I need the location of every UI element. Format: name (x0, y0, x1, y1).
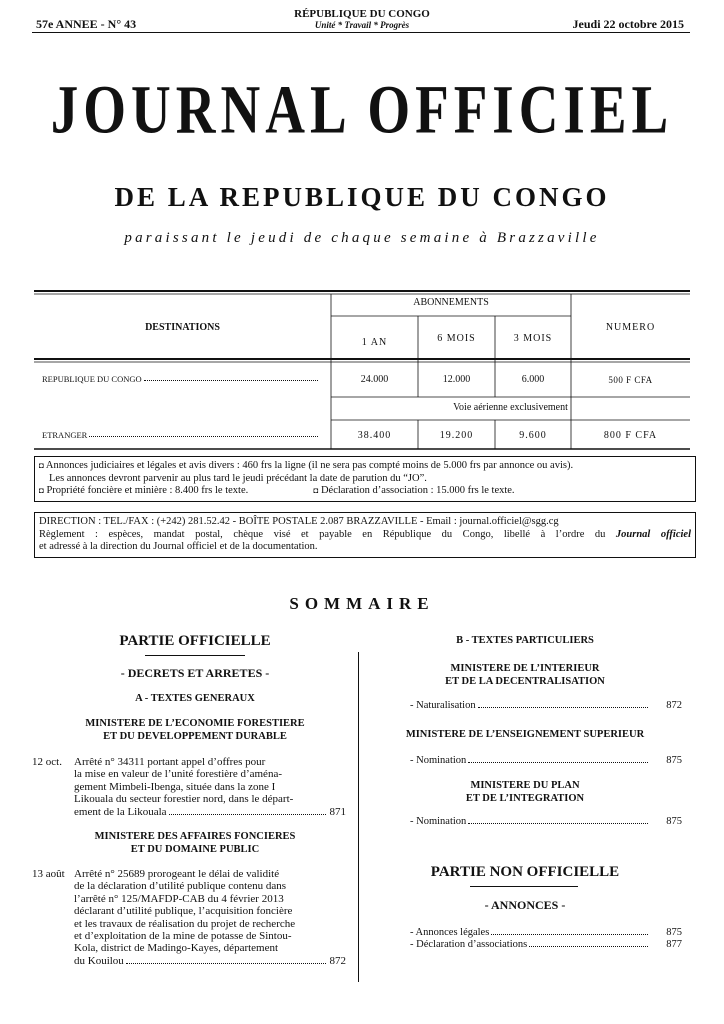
ministry-foncier-heading (40, 830, 350, 856)
destination-label: REPUBLIQUE DU CONGO (42, 374, 142, 384)
ministry-interieur-line2: ET DE LA DECENTRALISATION (445, 676, 605, 687)
ministry-foret-line1: MINISTERE DE L’ECONOMIE FORESTIERE (85, 718, 305, 729)
list-item-declaration-associations[interactable] (410, 939, 682, 950)
list-item-arrete-25689[interactable] (32, 868, 346, 967)
square-bullet-icon: ◘ (39, 486, 44, 496)
list-item-annonces-legales[interactable] (410, 927, 682, 938)
entry-date: 13 août (32, 868, 65, 880)
notice-annonces-text: Annonces judiciaires et légales et avis divers : 460 frs la ligne (il ne sera pas compté moins de 5.000 frs par annonce ou avis). (45, 460, 574, 471)
square-bullet-icon: ◘ (313, 486, 319, 496)
entry-line: l’arrêté n° 125/MAFDP-CAB du 4 février 2013 (74, 892, 284, 905)
ministry-enseignement-heading: MINISTERE DE L’ENSEIGNEMENT SUPERIEUR (405, 729, 645, 740)
issue-date: Jeudi 22 octobre 2015 (572, 17, 684, 31)
entry-last-line (74, 806, 346, 818)
column-3-mois: 3 MOIS (513, 333, 553, 344)
entry-line: du Kouilou (74, 954, 124, 967)
destinations-header: DESTINATIONS (145, 322, 220, 333)
entry-line: déclarant d’utilité publique, l’acquisition foncière (74, 905, 293, 918)
column-1-an: 1 AN (361, 337, 388, 348)
congo-6-mois: 12.000 (442, 374, 471, 385)
table-row-etranger-destination (42, 430, 320, 440)
ministry-interieur-line1: MINISTERE DE L’INTERIEUR (450, 663, 600, 674)
entry-line: Kola, district de Madingo-Kayes, département (74, 942, 279, 955)
page-number: 872 (329, 954, 346, 967)
reglement-line (39, 529, 691, 542)
page-number: 875 (666, 927, 682, 938)
item-label: - Annonces légales (410, 927, 490, 938)
heading-rule (145, 655, 245, 656)
item-label: - Nomination (410, 755, 467, 766)
entry-line: gement Mimbeli-Ibenga, située dans la zone I (74, 780, 276, 793)
notice-propriete: Propriété foncière et minière : 8.400 frs le texte. (46, 485, 249, 497)
masthead-tagline: paraissant le jeudi de chaque semaine à Brazzaville (124, 230, 600, 246)
notice-annonces (39, 460, 691, 473)
entry-line: la mise en valeur de l’unité forestière d’aména- (74, 768, 282, 781)
list-item-naturalisation[interactable] (410, 700, 682, 711)
column-6-mois: 6 MOIS (437, 333, 476, 344)
country-name: RÉPUBLIQUE DU CONGO (294, 8, 430, 20)
page-number: 875 (666, 816, 682, 827)
entry-line: de la déclaration d’utilité publique contenu dans (74, 880, 286, 893)
item-label: - Déclaration d’associations (410, 939, 528, 950)
list-item-arrete-34311[interactable] (32, 756, 346, 818)
square-bullet-icon: ◘ (39, 461, 44, 470)
notice-deadline: Les annonces devront parvenir au plus tard le jeudi précédant la date de parution du “JO”. (49, 472, 427, 484)
etranger-numero: 800 F CFA (603, 430, 658, 441)
table-row-congo-destination (42, 374, 320, 384)
list-item-nomination-1[interactable] (410, 755, 682, 766)
partie-non-officielle-heading: PARTIE NON OFFICIELLE (430, 864, 620, 880)
entry-line: Likouala du secteur forestier nord, dans le départ- (74, 793, 294, 806)
ministry-plan-line2: ET DE L’INTEGRATION (465, 793, 585, 804)
abonnements-header: ABONNEMENTS (413, 297, 489, 308)
ministry-plan-heading (365, 779, 685, 805)
congo-1-an: 24.000 (360, 374, 389, 385)
ministry-plan-line1: MINISTERE DU PLAN (470, 780, 580, 791)
entry-line: et d’exploitation de la mine de potasse de Sintou- (74, 930, 292, 943)
list-item-nomination-2[interactable] (410, 816, 682, 827)
masthead-subtitle: DE LA REPUBLIQUE DU CONGO (114, 182, 610, 212)
section-b-heading: B - TEXTES PARTICULIERS (456, 635, 594, 646)
sommaire-title: SOMMAIRE (289, 594, 435, 613)
masthead-title: JOURNAL OFFICIEL (50, 71, 674, 148)
entry-date: 12 oct. (32, 756, 62, 768)
ministry-foret-line2: ET DU DEVELOPPEMENT DURABLE (103, 731, 287, 742)
ministry-foret-heading (40, 717, 350, 743)
decrets-heading: - DECRETS ET ARRETES - (120, 666, 270, 680)
congo-numero: 500 F CFA (608, 375, 653, 385)
destination-label: ETRANGER (42, 430, 88, 440)
entry-line: Arrêté n° 25689 prorogeant le délai de validité (74, 868, 280, 880)
ministry-foncier-line2: ET DU DOMAINE PUBLIC (130, 844, 260, 855)
congo-3-mois: 6.000 (521, 374, 545, 385)
reglement-line-2: et adressé à la direction du Journal officiel et de la documentation. (39, 541, 318, 553)
page-number: 875 (666, 755, 682, 766)
item-label: - Nomination (410, 816, 467, 827)
notice-prices (39, 485, 691, 498)
entry-text (74, 868, 346, 967)
direction-box (34, 512, 696, 558)
issue-number: 57e ANNEE - N° 43 (36, 17, 137, 31)
annonces-heading: - ANNONCES - (484, 898, 566, 912)
entry-line: ement de la Likouala (74, 805, 167, 818)
page-number: 872 (666, 700, 682, 711)
column-divider (358, 652, 359, 982)
page-number: 871 (329, 805, 346, 818)
etranger-6-mois: 19.200 (439, 430, 474, 441)
entry-text (74, 756, 346, 818)
notices-box (34, 456, 696, 502)
section-a-heading: A - TEXTES GENERAUX (135, 693, 255, 704)
subscription-table-frame (0, 0, 724, 460)
entry-line: et les travaux de réalisation du projet de recherche (74, 917, 296, 930)
etranger-3-mois: 9.600 (519, 430, 547, 441)
notice-association: Déclaration d’association : 15.000 frs le texte. (320, 485, 515, 497)
entry-line: Arrêté n° 34311 portant appel d’offres pour (74, 756, 266, 768)
direction-contact: DIRECTION : TEL./FAX : (+242) 281.52.42 - BOÎTE POSTALE 2.087 BRAZZAVILLE - Email : journal.officiel@sgg.cg (39, 516, 559, 527)
etranger-1-an: 38.400 (357, 430, 392, 441)
journal-name-em: Journal officiel (615, 528, 692, 540)
reglement-text: Règlement : espèces, mandat postal, chèque visé et payable en République du Congo, libellé à l’ordre du (39, 528, 606, 540)
national-motto: Unité * Travail * Progrès (314, 20, 410, 30)
item-label: - Naturalisation (410, 700, 476, 711)
entry-last-line (74, 955, 346, 967)
numero-header: NUMERO (605, 322, 656, 333)
ministry-interieur-heading (365, 662, 685, 688)
ministry-foncier-line1: MINISTERE DES AFFAIRES FONCIERES (94, 831, 296, 842)
heading-rule (470, 886, 578, 887)
partie-officielle-heading: PARTIE OFFICIELLE (119, 633, 271, 649)
air-mail-note: Voie aérienne exclusivement (453, 402, 568, 413)
page-number: 877 (666, 939, 682, 950)
